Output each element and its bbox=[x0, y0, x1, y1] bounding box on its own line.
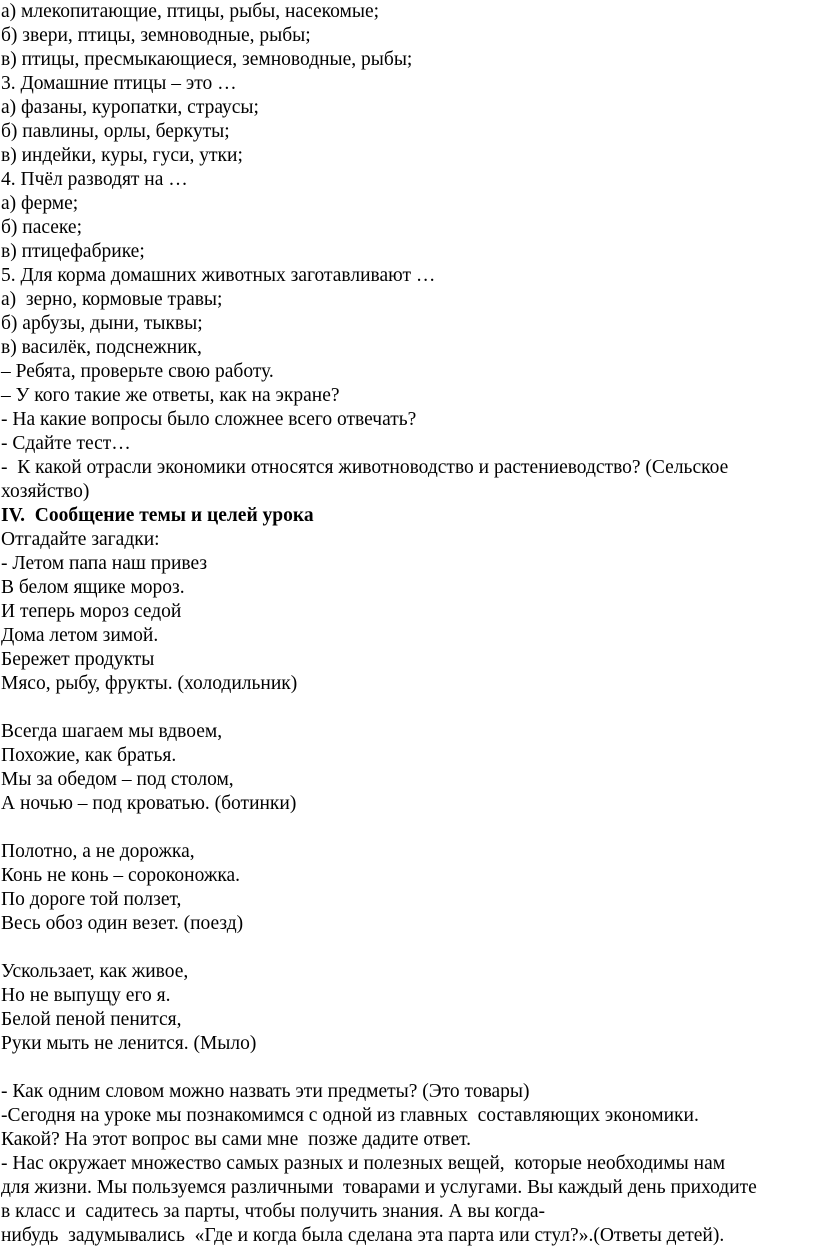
riddle-2-line-1: Всегда шагаем мы вдвоем, bbox=[1, 721, 223, 742]
text-line-09: а) ферме; bbox=[1, 193, 79, 214]
text-line-44: Какой? На этот вопрос вы сами мне позже дадите ответ. bbox=[1, 1129, 472, 1150]
text-line-47: в класс и садитесь за парты, чтобы получить знания. А вы когда- bbox=[1, 1201, 546, 1222]
riddle-2-line-2: Похожие, как братья. bbox=[1, 745, 177, 766]
text-line-07: в) индейки, куры, гуси, утки; bbox=[1, 145, 243, 166]
text-line-05: а) фазаны, куропатки, страусы; bbox=[1, 97, 259, 118]
section-heading-iv: IV. Сообщение темы и целей урока bbox=[1, 505, 314, 526]
document-page bbox=[1, 0, 813, 1248]
riddle-4-line-4: Руки мыть не ленится. (Мыло) bbox=[1, 1033, 257, 1054]
riddle-1-line-1: - Летом папа наш привез bbox=[1, 553, 208, 574]
text-line-46: для жизни. Мы пользуемся различными товарами и услугами. Вы каждый день приходите bbox=[1, 1177, 757, 1198]
riddle-3-line-2: Конь не конь – сороконожка. bbox=[1, 865, 241, 886]
text-line-02: б) звери, птицы, земноводные, рыбы; bbox=[1, 25, 311, 46]
riddle-4-line-2: Но не выпущу его я. bbox=[1, 985, 171, 1006]
riddle-4-line-1: Ускользает, как живое, bbox=[1, 961, 189, 982]
riddle-2-line-3: Мы за обедом – под столом, bbox=[1, 769, 234, 790]
text-line-17: – У кого такие же ответы, как на экране? bbox=[1, 385, 340, 406]
text-line-21: хозяйство) bbox=[1, 481, 90, 502]
text-line-03: в) птицы, пресмыкающиеся, земноводные, рыбы; bbox=[1, 49, 413, 70]
blank-line bbox=[1, 696, 813, 720]
text-line-23: Отгадайте загадки: bbox=[1, 529, 160, 550]
text-line-06: б) павлины, орлы, беркуты; bbox=[1, 121, 230, 142]
text-line-43: -Сегодня на уроке мы познакомимся с одной из главных составляющих экономики. bbox=[1, 1105, 699, 1126]
riddle-3-line-3: По дороге той ползет, bbox=[1, 889, 182, 910]
text-line-16: – Ребята, проверьте свою работу. bbox=[1, 361, 274, 382]
question-3: 3. Домашние птицы – это … bbox=[1, 73, 237, 94]
riddle-3-line-4: Весь обоз один везет. (поезд) bbox=[1, 913, 244, 934]
question-4: 4. Пчёл разводят на … bbox=[1, 169, 188, 190]
text-line-45: - Нас окружает множество самых разных и полезных вещей, которые необходимы нам bbox=[1, 1153, 726, 1174]
question-5: 5. Для корма домашних животных заготавливают … bbox=[1, 265, 436, 286]
text-line-15: в) василёк, подснежник, bbox=[1, 337, 202, 358]
blank-line bbox=[1, 1056, 813, 1080]
riddle-1-line-4: Дома летом зимой. bbox=[1, 625, 159, 646]
text-line-42: - Как одним словом можно назвать эти предметы? (Это товары) bbox=[1, 1081, 530, 1102]
text-line-01: а) млекопитающие, птицы, рыбы, насекомые; bbox=[1, 1, 380, 22]
text-line-20: - К какой отрасли экономики относятся животноводство и растениеводство? (Сельское bbox=[1, 457, 729, 478]
text-line-10: б) пасеке; bbox=[1, 217, 82, 238]
riddle-1-line-6: Мясо, рыбу, фрукты. (холодильник) bbox=[1, 673, 298, 694]
riddle-1-line-2: В белом ящике мороз. bbox=[1, 577, 185, 598]
riddle-1-line-3: И теперь мороз седой bbox=[1, 601, 182, 622]
text-line-19: - Сдайте тест… bbox=[1, 433, 131, 454]
riddle-4-line-3: Белой пеной пенится, bbox=[1, 1009, 182, 1030]
riddle-1-line-5: Бережет продукты bbox=[1, 649, 155, 670]
text-line-18: - На какие вопросы было сложнее всего отвечать? bbox=[1, 409, 417, 430]
riddle-2-line-4: А ночью – под кроватью. (ботинки) bbox=[1, 793, 297, 814]
text-line-48: нибудь задумывались «Где и когда была сделана эта парта или стул?».(Ответы детей). bbox=[1, 1225, 725, 1246]
riddle-3-line-1: Полотно, а не дорожка, bbox=[1, 841, 195, 862]
text-line-11: в) птицефабрике; bbox=[1, 241, 145, 262]
text-line-13: а) зерно, кормовые травы; bbox=[1, 289, 223, 310]
blank-line bbox=[1, 816, 813, 840]
blank-line bbox=[1, 936, 813, 960]
text-line-14: б) арбузы, дыни, тыквы; bbox=[1, 313, 203, 334]
